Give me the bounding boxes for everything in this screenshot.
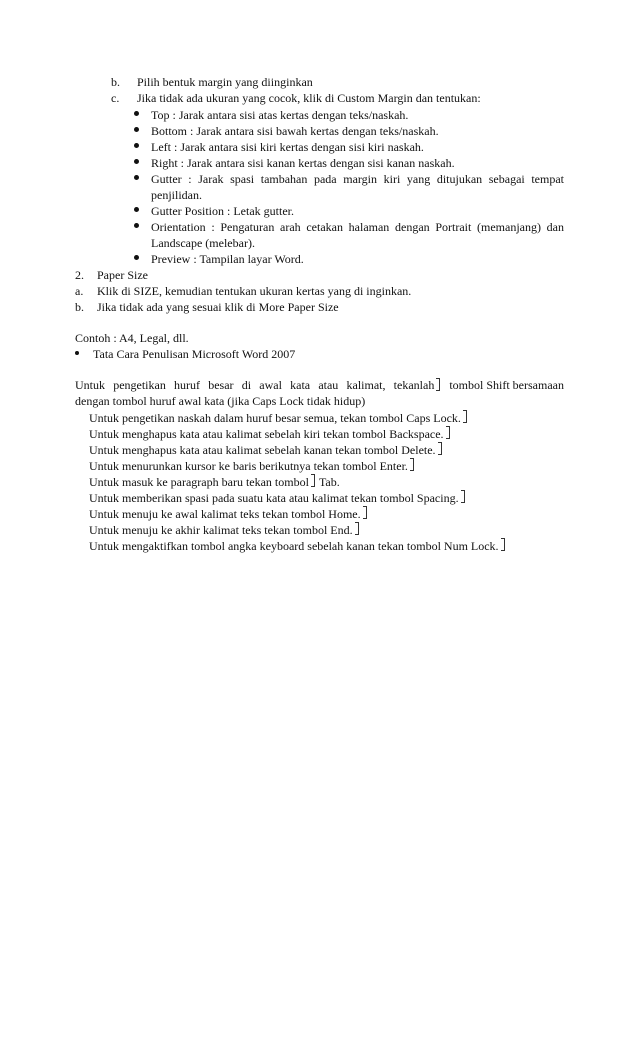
box-glyph-icon	[363, 506, 367, 519]
instruction-text: Untuk pengetikan naskah dalam huruf besar semua, tekan tombol Caps Lock.	[89, 411, 461, 425]
instruction-text: Untuk memberikan spasi pada suatu kata atau kalimat tekan tombol Spacing.	[89, 491, 459, 505]
bullet-dot-icon	[134, 220, 139, 234]
paper-size-item-text: Jika tidak ada yang sesuai klik di More Paper Size	[97, 300, 339, 314]
bullet-dot-icon	[134, 252, 139, 266]
instruction-line	[89, 490, 465, 505]
paper-size-item-marker: a.	[75, 284, 84, 298]
sub-item-marker: b.	[111, 75, 120, 89]
bullet-text: Gutter : Jarak spasi tambahan pada margin kiri yang ditujukan sebagai tempat	[151, 172, 564, 186]
instruction-text: Untuk menuju ke awal kalimat teks tekan tombol Home.	[89, 507, 361, 521]
box-glyph-icon	[311, 474, 315, 487]
bullet-text: Left : Jarak antara sisi kiri kertas dengan sisi kiri naskah.	[151, 140, 424, 154]
paper-size-item-text: Klik di SIZE, kemudian tentukan ukuran kertas yang di inginkan.	[97, 284, 412, 298]
sub-item-text: Pilih bentuk margin yang diinginkan	[137, 75, 313, 89]
bullet-text: Right : Jarak antara sisi kanan kertas dengan sisi kanan naskah.	[151, 156, 455, 170]
bullet-dot-icon	[134, 140, 139, 154]
instruction-line	[89, 426, 450, 441]
intro-line-1-end: tombol Shift bersamaan	[449, 378, 564, 392]
bullet-text: Preview : Tampilan layar Word.	[151, 252, 304, 266]
example-text: Contoh : A4, Legal, dll.	[75, 331, 189, 345]
paper-size-heading: Paper Size	[97, 268, 148, 282]
intro-line-1	[75, 378, 564, 393]
bullet-text-continuation: Landscape (melebar).	[151, 236, 255, 250]
intro-line-2: dengan tombol huruf awal kata (jika Caps Lock tidak hidup)	[75, 394, 366, 408]
bullet-dot-icon	[134, 204, 139, 218]
instruction-line	[89, 458, 414, 473]
bullet-text: Bottom : Jarak antara sisi bawah kertas dengan teks/naskah.	[151, 124, 439, 138]
paper-size-heading-marker: 2.	[75, 268, 84, 282]
section-title: Tata Cara Penulisan Microsoft Word 2007	[93, 347, 296, 361]
box-glyph-icon	[501, 538, 505, 551]
sub-item-text: Jika tidak ada ukuran yang cocok, klik di Custom Margin dan tentukan:	[137, 91, 481, 105]
bullet-text: Orientation : Pengaturan arah cetakan halaman dengan Portrait (memanjang) dan	[151, 220, 564, 234]
sub-item-marker: c.	[111, 91, 120, 105]
bullet-dot-icon	[134, 172, 139, 186]
instruction-line	[89, 442, 442, 457]
box-glyph-icon	[461, 490, 465, 503]
box-glyph-icon	[446, 426, 450, 439]
instruction-text: Untuk menurunkan kursor ke baris berikutnya tekan tombol Enter.	[89, 459, 408, 473]
bullet-dot-icon	[134, 108, 139, 122]
bullet-text-continuation: penjilidan.	[151, 188, 202, 202]
section-bullet-icon	[75, 347, 79, 361]
bullet-text: Gutter Position : Letak gutter.	[151, 204, 294, 218]
bullet-dot-icon	[134, 124, 139, 138]
paper-size-item-marker: b.	[75, 300, 84, 314]
instruction-text: Untuk menghapus kata atau kalimat sebelah kanan tekan tombol Delete.	[89, 443, 436, 457]
instruction-line	[89, 506, 367, 521]
instruction-text: Untuk mengaktifkan tombol angka keyboard sebelah kanan tekan tombol Num Lock.	[89, 539, 499, 553]
instruction-suffix: Tab.	[318, 475, 340, 489]
box-glyph-icon	[410, 458, 414, 471]
instruction-text: Untuk menuju ke akhir kalimat teks tekan tombol End.	[89, 523, 353, 537]
instruction-line	[89, 538, 505, 553]
box-glyph-icon	[355, 522, 359, 535]
box-glyph-icon	[438, 442, 442, 455]
instruction-line	[89, 410, 467, 425]
instruction-text: Untuk masuk ke paragraph baru tekan tombol	[89, 475, 309, 489]
box-glyph-icon	[463, 410, 467, 423]
bullet-text: Top : Jarak antara sisi atas kertas dengan teks/naskah.	[151, 108, 409, 122]
box-glyph-icon	[436, 378, 440, 391]
instruction-text: Untuk menghapus kata atau kalimat sebelah kiri tekan tombol Backspace.	[89, 427, 444, 441]
instruction-line	[89, 522, 359, 537]
instruction-line	[89, 474, 340, 489]
intro-line-1-text: Untuk pengetikan huruf besar di awal kata atau kalimat, tekanlah	[75, 378, 435, 392]
bullet-dot-icon	[134, 156, 139, 170]
